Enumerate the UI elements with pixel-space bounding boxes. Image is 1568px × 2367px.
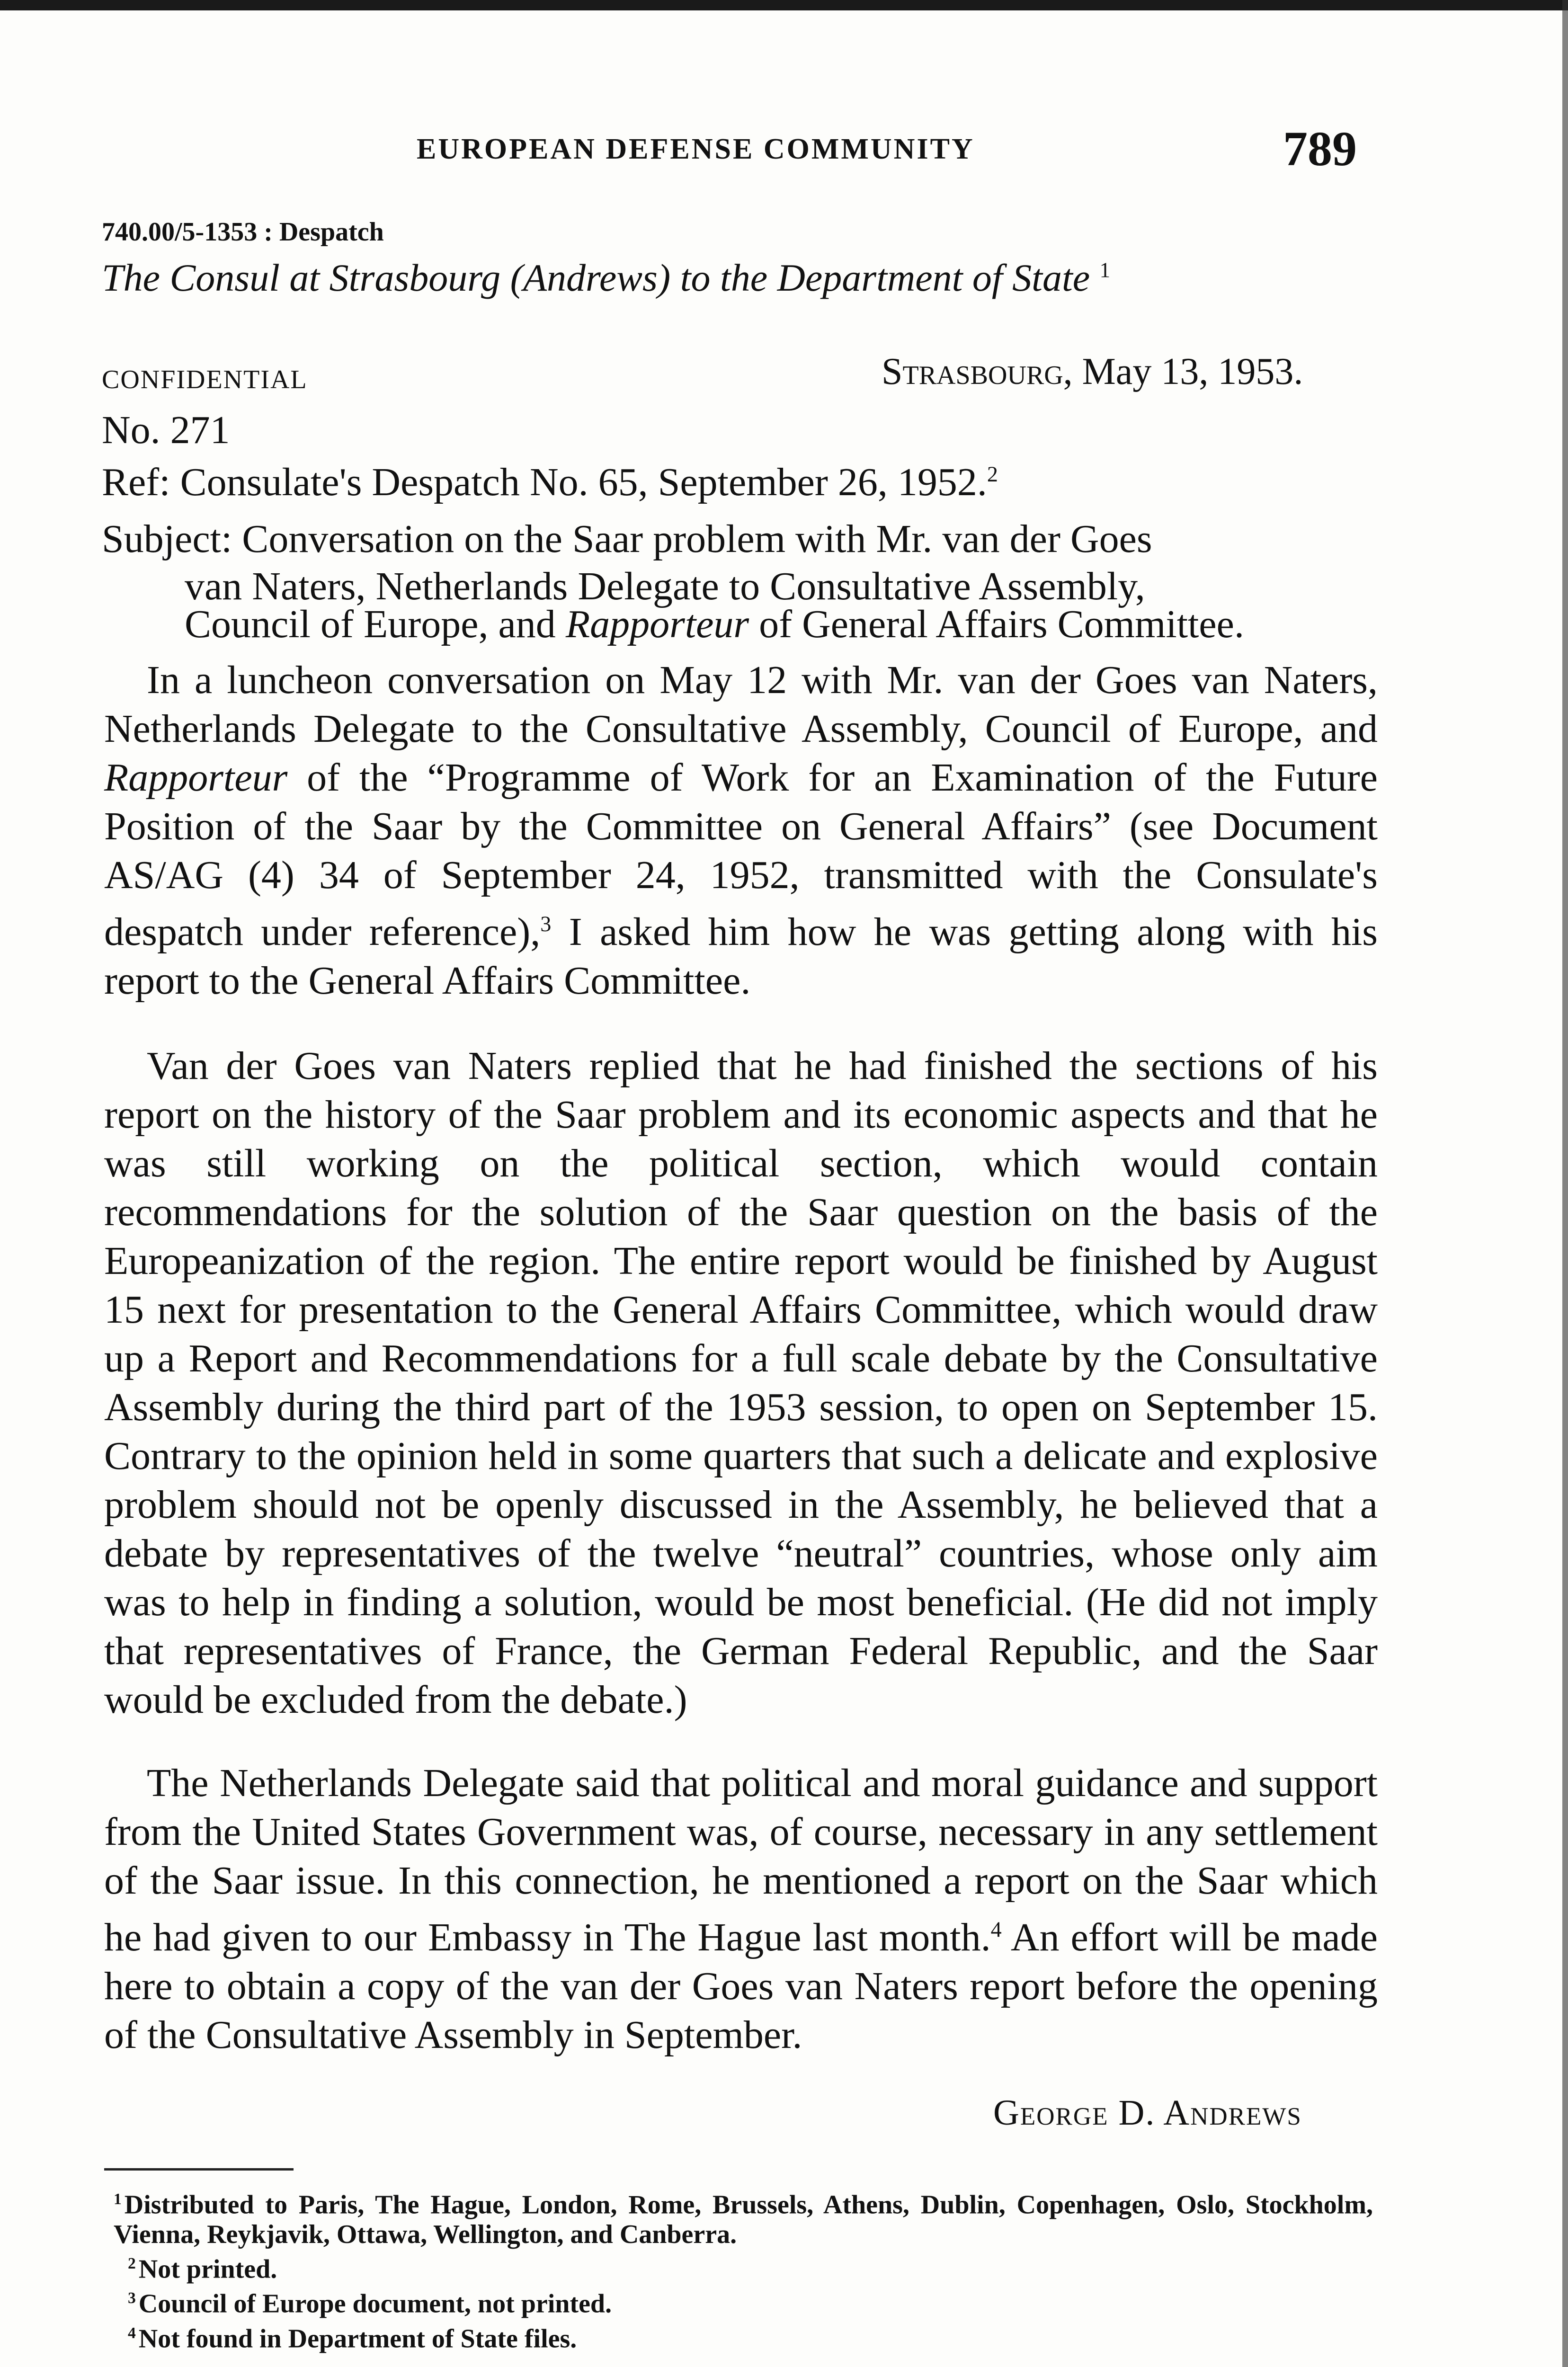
footnote-1 xyxy=(114,2185,1373,2249)
classification: CONFIDENTIAL xyxy=(102,365,308,394)
subject-text-2: van Naters, Netherlands Delegate to Consultative Assembly, xyxy=(185,564,1145,608)
place: Strasbourg, xyxy=(882,351,1073,392)
place-date xyxy=(882,350,1303,393)
footnote-2-marker: 2 xyxy=(128,2254,136,2272)
footnote-3 xyxy=(114,2284,1373,2319)
ref-text: Consulate's Despatch No. 65, September 26, 1952. xyxy=(180,460,987,504)
page-number: 789 xyxy=(1283,122,1357,176)
ref-footnote-marker: 2 xyxy=(987,462,998,486)
subject-text-3a: Council of Europe, and xyxy=(185,602,566,646)
title-footnote-marker: 1 xyxy=(1099,258,1111,282)
p1-part-a: In a luncheon conversation on May 12 with Mr. van der Goes van Naters, Netherlands Delegate to the Consultative Assembly, Council of Europe, and xyxy=(104,658,1378,751)
p3-footnote-marker: 4 xyxy=(990,1917,1002,1941)
footnote-4-marker: 4 xyxy=(128,2324,136,2342)
p1-footnote-marker: 3 xyxy=(540,912,552,936)
footnote-3-text: Council of Europe document, not printed. xyxy=(138,2289,612,2319)
footnote-2-text: Not printed. xyxy=(138,2254,277,2284)
p3-part-a: The Netherlands Delegate said that political and moral guidance and support from the United States Government was, of course, necessary in any settlement of the Saar issue. In this connection, he mentioned a report on the Saar which he had given to our Embassy in The Hague last month. xyxy=(104,1761,1378,1959)
footnote-1-text: Distributed to Paris, The Hague, London, Rome, Brussels, Athens, Dublin, Copenhagen, Oslo, Stockholm, Vienna, Reykjavik, Ottawa, Wellington, and Canberra. xyxy=(114,2190,1373,2249)
right-edge-shadow xyxy=(1562,0,1568,2367)
p1-rapporteur: Rapporteur xyxy=(104,756,288,800)
running-head: EUROPEAN DEFENSE COMMUNITY xyxy=(417,133,975,165)
body-paragraph-3 xyxy=(104,1759,1378,2059)
document-title xyxy=(102,256,1110,300)
subject-text-3c: of General Affairs Committee. xyxy=(749,602,1244,646)
footnote-2 xyxy=(114,2249,1373,2284)
subject-text-1: Conversation on the Saar problem with Mr. van der Goes xyxy=(242,517,1152,561)
ref-label: Ref: xyxy=(102,460,170,504)
subject-label: Subject: xyxy=(102,517,232,561)
body-paragraph-2: Van der Goes van Naters replied that he had finished the sections of his report on the history of the Saar problem and its economic aspects and that he was still working on the political section, which would contain recommendations for the solution of the Saar question on the basis of the Europeanization of the region. The entire report would be finished by August 15 next for presentation to the General Affairs Committee, which would draw up a Report and Recommendations for a full scale debate by the Consultative Assembly during the third part of the 1953 session, to open on September 15. Contrary to the opinion held in some quarters that such a delicate and explosive problem should not be openly discussed in the Assembly, he believed that a debate by representatives of the twelve “neutral” countries, whose only aim was to help in finding a solution, would be most beneficial. (He did not imply that representatives of France, the German Federal Republic, and the Saar would be excluded from the debate.) xyxy=(104,1044,1378,1722)
footnote-3-marker: 3 xyxy=(128,2289,136,2307)
footnote-4 xyxy=(114,2319,1373,2354)
p3-part-b: An effort will be made here to obtain a copy of the van der Goes van Naters report before the opening of the Consultative Assembly in September. xyxy=(104,1915,1378,2057)
document-title-text: The Consul at Strasbourg (Andrews) to the Department of State xyxy=(102,256,1090,299)
top-edge-rule xyxy=(0,0,1568,10)
subject-text-3 xyxy=(185,601,1244,647)
reference-line xyxy=(102,459,998,505)
subject-line xyxy=(102,516,1152,562)
date: May 13, 1953. xyxy=(1082,351,1303,392)
footnotes xyxy=(114,2185,1373,2354)
subject-rapporteur: Rapporteur xyxy=(565,602,749,646)
signature: George D. Andrews xyxy=(993,2093,1302,2133)
p1-part-c: of the “Programme of Work for an Examination of the Future Position of the Saar by the Committee on General Affairs” (see Document AS/AG (4) 34 of September 24, 1952, transmitted with the Consulate's despatch under reference), xyxy=(104,756,1378,954)
footnote-4-text: Not found in Department of State files. xyxy=(138,2324,577,2354)
despatch-number: No. 271 xyxy=(102,408,230,452)
file-reference: 740.00/5-1353 : Despatch xyxy=(102,217,384,247)
footnote-1-marker: 1 xyxy=(114,2190,122,2208)
footnote-divider xyxy=(104,2168,294,2171)
p1-part-d: I asked him how he was getting along with his report to the General Affairs Committee. xyxy=(104,910,1378,1003)
body-paragraph-1 xyxy=(104,656,1378,1005)
